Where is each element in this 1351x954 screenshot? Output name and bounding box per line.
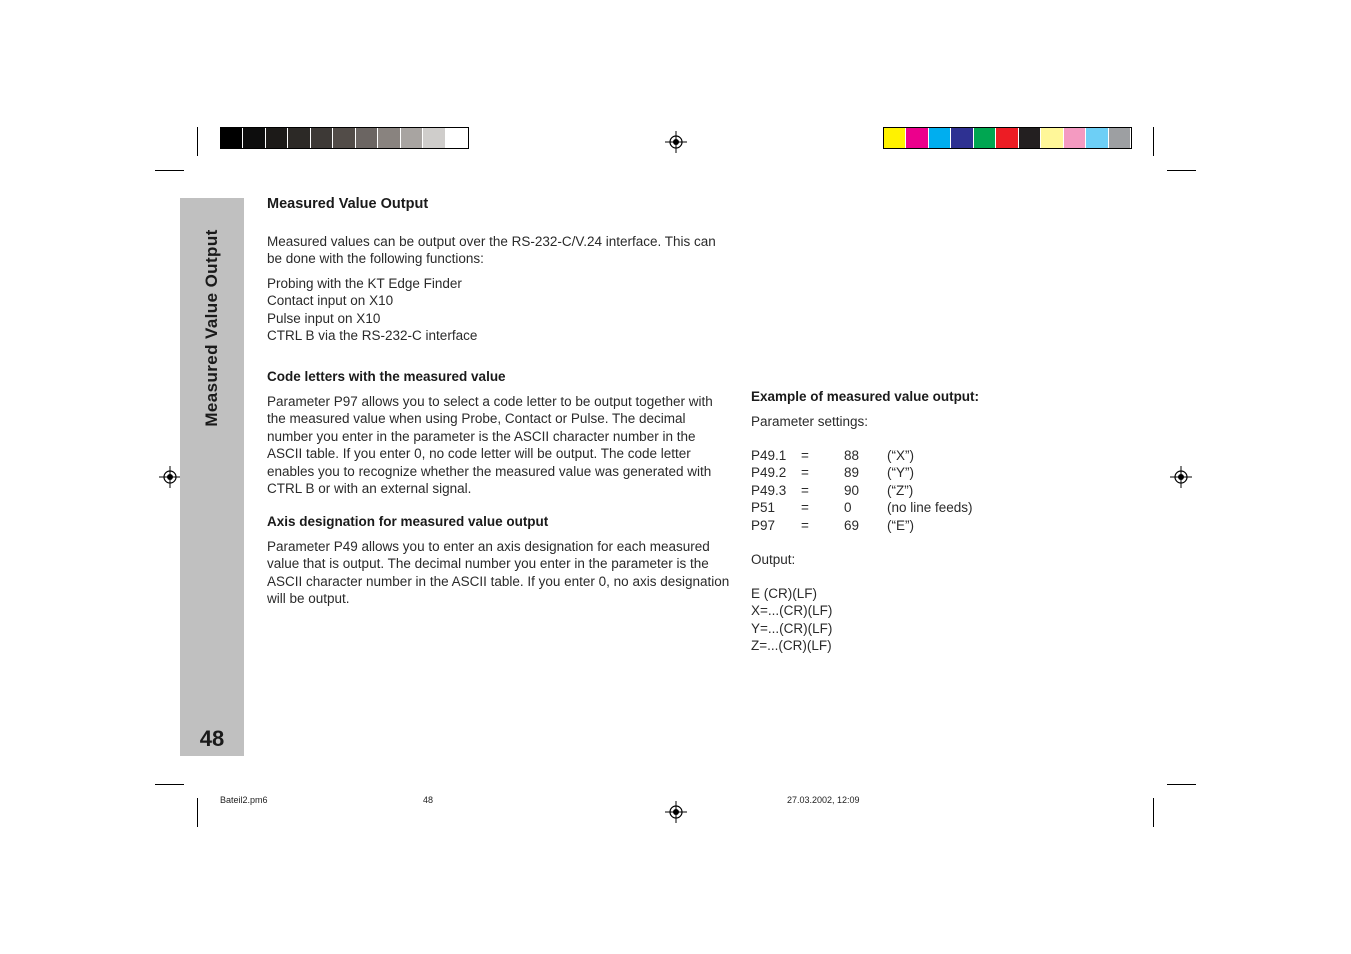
color-swatch xyxy=(423,128,445,148)
output-lines xyxy=(751,585,832,655)
table-row xyxy=(751,464,973,481)
output-line: Z=...(CR)(LF) xyxy=(751,638,832,654)
registration-mark-icon xyxy=(665,131,687,153)
color-swatch xyxy=(884,128,906,148)
crop-mark xyxy=(155,170,184,171)
registration-mark-icon xyxy=(1170,466,1192,488)
parameter-settings-label: Parameter settings: xyxy=(751,414,869,429)
param-note: (“Y”) xyxy=(887,465,914,481)
param-name: P49.2 xyxy=(751,465,787,481)
registration-mark-icon xyxy=(665,801,687,823)
crop-mark xyxy=(1153,798,1154,827)
sidebar-title-wrap xyxy=(180,198,244,458)
table-row xyxy=(751,499,973,516)
color-swatch xyxy=(1109,128,1131,148)
code-letters-paragraph: Parameter P97 allows you to select a code letter to be output together with the measured value when using Probe, Contact or Pulse. The decimal number you enter in the parameter is the ASCII character number in the ASCII table. If you enter 0, no code letter will be output. The code letter enables you to recognize whether the measured value was generated with CTRL B or with an external signal. xyxy=(267,394,713,497)
grayscale-calibration-strip xyxy=(220,127,469,149)
color-swatch xyxy=(1019,128,1041,148)
param-value: 69 xyxy=(844,517,860,533)
crop-mark xyxy=(1167,170,1196,171)
parameter-table xyxy=(751,447,973,534)
color-swatch xyxy=(221,128,243,148)
param-value: 89 xyxy=(844,465,860,481)
subheading-code-letters: Code letters with the measured value xyxy=(267,369,506,384)
param-equals: = xyxy=(801,448,809,463)
color-swatch xyxy=(401,128,423,148)
output-label: Output: xyxy=(751,552,796,567)
crop-mark xyxy=(1153,127,1154,156)
color-swatch xyxy=(1086,128,1108,148)
table-row xyxy=(751,447,973,464)
param-equals: = xyxy=(801,500,809,516)
color-swatch xyxy=(266,128,288,148)
crop-mark xyxy=(155,784,184,785)
list-item: Pulse input on X10 xyxy=(267,310,381,326)
color-swatch xyxy=(951,128,973,148)
param-note: (“Z”) xyxy=(887,482,914,498)
param-note: (no line feeds) xyxy=(887,500,973,516)
color-calibration-strip xyxy=(883,127,1132,149)
param-value: 0 xyxy=(844,500,852,516)
footer-page: 48 xyxy=(423,795,434,805)
param-note: (“X”) xyxy=(887,448,914,463)
sidebar-tab xyxy=(180,198,244,756)
param-value: 90 xyxy=(844,482,860,498)
list-item: Contact input on X10 xyxy=(267,293,394,309)
axis-designation-paragraph: Parameter P49 allows you to enter an axis designation for each measured value that is output. The decimal number you enter in the parameter is the ASCII character number in the ASCII table. If you enter 0, no axis designation will be output. xyxy=(267,539,730,607)
param-name: P49.3 xyxy=(751,482,787,498)
intro-paragraph: Measured values can be output over the RS-232-C/V.24 interface. This can be done with the following functions: xyxy=(267,234,716,267)
color-swatch xyxy=(1041,128,1063,148)
section-heading: Measured Value Output xyxy=(267,196,429,212)
color-swatch xyxy=(288,128,310,148)
color-swatch xyxy=(356,128,378,148)
subheading-axis-designation: Axis designation for measured value output xyxy=(267,514,549,529)
color-swatch xyxy=(378,128,400,148)
sidebar-title: Measured Value Output xyxy=(202,229,221,427)
param-value: 88 xyxy=(844,448,860,463)
output-line: Y=...(CR)(LF) xyxy=(751,620,833,636)
list-item: CTRL B via the RS-232-C interface xyxy=(267,328,478,344)
example-heading: Example of measured value output: xyxy=(751,389,980,404)
param-note: (“E”) xyxy=(887,517,914,533)
param-equals: = xyxy=(801,465,809,481)
output-line: X=...(CR)(LF) xyxy=(751,603,833,619)
color-swatch xyxy=(1064,128,1086,148)
crop-mark xyxy=(1167,784,1196,785)
list-item: Probing with the KT Edge Finder xyxy=(267,276,462,291)
color-swatch xyxy=(929,128,951,148)
registration-mark-icon xyxy=(159,466,181,488)
param-equals: = xyxy=(801,482,809,498)
param-name: P49.1 xyxy=(751,448,787,463)
param-equals: = xyxy=(801,517,809,533)
param-name: P51 xyxy=(751,500,776,516)
color-swatch xyxy=(974,128,996,148)
table-row xyxy=(751,482,973,499)
color-swatch xyxy=(243,128,265,148)
table-row xyxy=(751,517,973,534)
color-swatch xyxy=(996,128,1018,148)
crop-mark xyxy=(197,798,198,827)
footer-filename: Bateil2.pm6 xyxy=(220,795,268,805)
color-swatch xyxy=(906,128,928,148)
page-number: 48 xyxy=(199,726,225,751)
param-name: P97 xyxy=(751,517,776,533)
color-swatch xyxy=(311,128,333,148)
functions-list xyxy=(267,275,477,345)
output-line: E (CR)(LF) xyxy=(751,586,817,601)
footer-timestamp: 27.03.2002, 12:09 xyxy=(787,795,860,805)
color-swatch xyxy=(446,128,468,148)
crop-mark xyxy=(197,127,198,156)
color-swatch xyxy=(333,128,355,148)
